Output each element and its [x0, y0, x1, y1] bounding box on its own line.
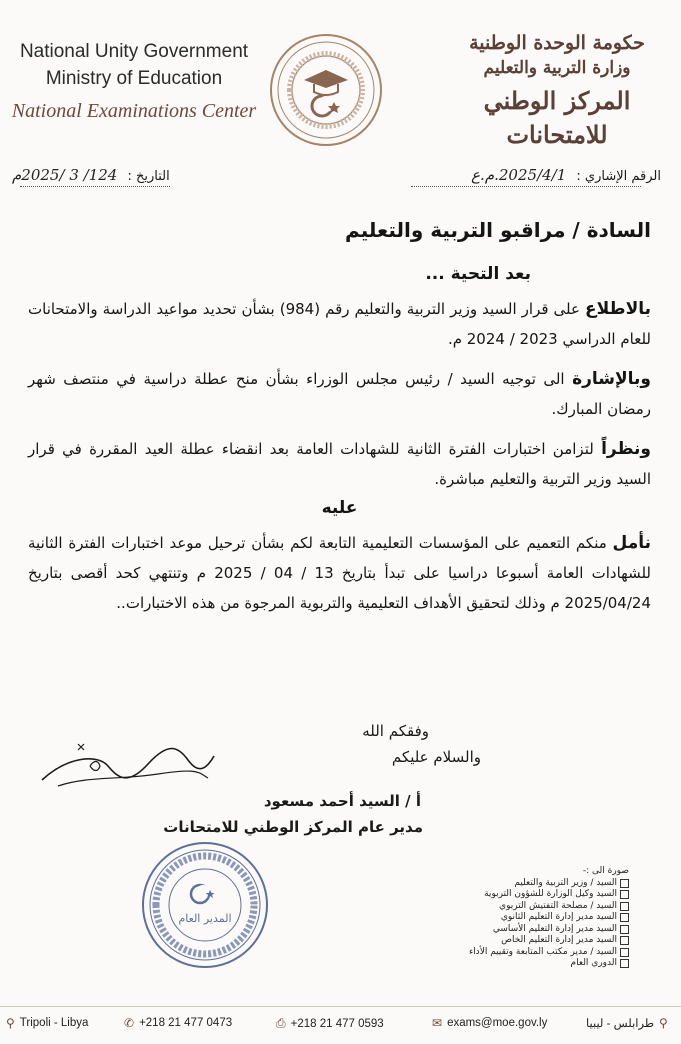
reference-number: [471, 166, 661, 184]
paragraph-1: [28, 294, 651, 354]
footer: [0, 1012, 681, 1038]
date-value: 124/ 3 /2025م: [12, 166, 118, 184]
footer-phone-1: ✆ +218 21 477 0473: [124, 1016, 233, 1030]
closing-line-2: والسلام عليكم: [391, 748, 481, 766]
checkbox-icon: [620, 925, 629, 934]
list-item: السيد مدير إدارة التعليم الثانوي: [439, 912, 629, 924]
handwritten-signature-icon: [38, 736, 218, 798]
closing: [362, 718, 481, 770]
letter-body: [28, 214, 651, 618]
paragraph-3: [28, 434, 651, 494]
checkbox-icon: [620, 902, 629, 911]
government-name-ar: حكومة الوحدة الوطنية: [469, 32, 645, 54]
paragraph-4-lead: نأمل: [612, 533, 651, 553]
fax-icon: ⎙: [276, 1016, 286, 1030]
reference-line: [12, 166, 661, 192]
official-stamp-icon: [140, 840, 270, 970]
date-dotted-line: [20, 186, 170, 187]
therefore-heading: عليه: [321, 498, 358, 518]
signatory-title: مدير عام المركز الوطني للامتحانات: [163, 818, 423, 836]
paragraph-2-text: الى توجيه السيد / رئيس مجلس الوزراء بشأن منح عطلة دراسية في منتصف شهر رمضان المبارك.: [28, 370, 651, 418]
copies-list: [439, 866, 629, 970]
checkbox-icon: [620, 936, 629, 945]
footer-address-ar: ⚲ طرابلس - ليبيا: [586, 1016, 668, 1030]
list-item: السيد / وزير التربية والتعليم: [439, 878, 629, 890]
footer-phone-2: ⎙ +218 21 477 0593: [276, 1016, 384, 1030]
paragraph-4: [28, 528, 651, 618]
letter-date: [12, 166, 170, 184]
paragraph-1-text: على قرار السيد وزير التربية والتعليم رقم (984) بشأن تحديد مواعيد الدراسة والامتحانات للعام الدراسي 2023 / 2024 م.: [28, 300, 651, 348]
reference-value: 2025/4/1.م.ع: [471, 166, 567, 184]
center-name-en: National Examinations Center: [11, 100, 257, 122]
ministry-logo-icon: [268, 32, 384, 148]
checkbox-icon: [620, 879, 629, 888]
greeting: بعد التحية ...: [425, 264, 531, 284]
list-item: السيد وكيل الوزارة للشؤون التربوية: [439, 889, 629, 901]
location-pin-icon: ⚲: [6, 1016, 15, 1030]
list-item: السيد / مدير مكتب المتابعة وتقييم الأداء: [439, 947, 629, 959]
phone-icon: ✆: [124, 1016, 135, 1030]
closing-line-1: وفقكم الله: [362, 722, 429, 740]
salutation: السادة / مراقبو التربية والتعليم: [345, 218, 651, 242]
paragraph-2: [28, 364, 651, 424]
footer-address-en: ⚲ Tripoli - Libya: [6, 1016, 89, 1030]
list-item: الدوري العام: [439, 958, 629, 970]
paragraph-3-lead: ونظراً: [601, 439, 651, 459]
signatory-name: أ / السيد أحمد مسعود: [263, 792, 421, 810]
checkbox-icon: [620, 890, 629, 899]
checkbox-icon: [620, 913, 629, 922]
paragraph-3-text: لتزامن اختبارات الفترة الثانية للشهادات العامة بعد انقضاء عطلة العيد المقررة في قرار السيد وزير التربية والتعليم مباشرة.: [28, 440, 651, 488]
header-english: [8, 40, 260, 124]
ministry-name-ar: وزارة التربية والتعليم: [483, 58, 631, 78]
location-pin-icon: ⚲: [659, 1016, 668, 1030]
paragraph-2-lead: وبالإشارة: [572, 369, 651, 389]
government-name-en: National Unity Government: [19, 41, 249, 62]
ministry-name-en: Ministry of Education: [45, 68, 223, 89]
stamp-center-text: المدير العام: [178, 912, 232, 925]
paragraph-1-lead: بالاطلاع: [585, 299, 651, 319]
list-item: السيد مدير إدارة التعليم الخاص: [439, 935, 629, 947]
footer-divider: [0, 1006, 681, 1007]
footer-email: ✉ exams@moe.gov.ly: [432, 1016, 548, 1030]
center-name-ar: المركز الوطني للامتحانات: [483, 86, 631, 149]
date-label: التاريخ :: [127, 169, 170, 184]
copies-heading: صورة الى :-: [582, 866, 629, 876]
paragraph-4-text: منكم التعميم على المؤسسات التعليمية التابعة لكم بشأن ترحيل موعد اختبارات الفترة الثانية للشهادات العامة أسبوعا دراسيا على تبدأ بتاريخ 13 / 04 / 2025 م وتنتهي كحد أقصى بتاريخ 2025/04/24 م وذلك لتحقيق الأهداف التعليمية والتربوية المرجوة من هذه الاختبارات..: [28, 534, 652, 612]
reference-label: الرقم الإشاري :: [576, 169, 661, 184]
checkbox-icon: [620, 948, 629, 957]
reference-dotted-line: [411, 186, 641, 187]
email-icon: ✉: [432, 1016, 443, 1030]
list-item: السيد / مصلحة التفتيش التربوي: [439, 901, 629, 913]
checkbox-icon: [620, 959, 629, 968]
list-item: السيد مدير إدارة التعليم الأساسي: [439, 924, 629, 936]
header-arabic: [447, 30, 667, 152]
